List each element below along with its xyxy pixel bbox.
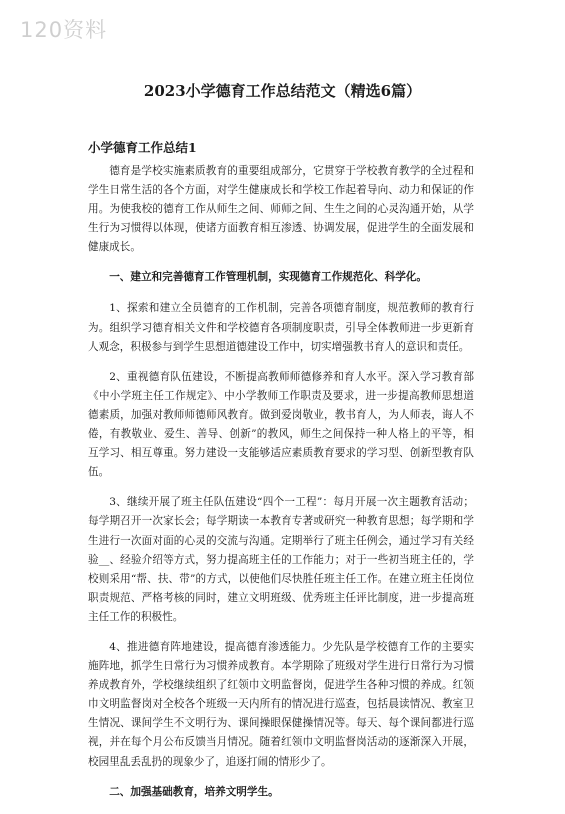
document-title: 2023小学德育工作总结范文（精选6篇） [143,82,422,100]
intro-paragraph: 德育是学校实施素质教育的重要组成部分，它贯穿于学校教育教学的全过程和学生日常生活的各个方面，对学生健康成长和学校工作起着导向、动力和保证的作用。为使我校的德育工作从师生之间、师师之间、生生之间的心灵沟通开始，从学生行为习惯得以体现，使诸方面教育相互渗透、协调发展，促进学生的全面发展和健康成长。 [88,165,474,254]
section-heading-1: 一、建立和完善德育工作管理机制，实现德育工作规范化、科学化。 [109,271,427,284]
document-body [88,162,474,814]
section-title: 小学德育工作总结1 [88,140,197,155]
body-paragraph-2: 2、重视德育队伍建设，不断提高教师师德修养和育人水平。深入学习教育部《中小学班主任工作规定》、中小学教师工作职责及要求，进一步提高教师思想道德素质，加强对教师师德师风教育。做到爱岗敬业，教书育人，为人师表，诲人不倦，有教敬业、爱生、善导、创新”的教风，师生之间保持一种人格上的平等，相互学习、相互尊重。努力建设一支能够适应素质教育要求的学习型、创新型教育队伍。 [88,370,474,479]
body-paragraph-4: 4、推进德育阵地建设，提高德育渗透能力。少先队是学校德育工作的主要实施阵地，抓学生日常行为习惯养成教育。本学期除了班级对学生进行日常行为习惯养成教育外，学校继续组织了红领巾文明监督岗，促进学生各种习惯的养成。红领巾文明监督岗对全校各个班级一天内所有的情况进行巡查，包括晨读情况、教室卫生情况、课间学生不文明行为、课间操眼保健操情况等。每天、每个课间都进行巡视，并在每个月公布反馈当月情况。随着红领巾文明监督岗活动的逐渐深入开展，校园里乱丢乱扔的现象少了，追逐打闹的情形少了。 [88,640,474,768]
watermark: 120资料 [20,18,108,42]
body-paragraph-3: 3、继续开展了班主任队伍建设“四个一工程”：每月开展一次主题教育活动；每学期召开一次家长会；每学期读一本教育专著或研究一种教育思想；每学期和学生进行一次面对面的心灵的交流与沟通。定期举行了班主任例会，通过学习有关经验__、经验介绍等方式，努力提高班主任的工作能力；对于一些初当班主任的，学校则采用“帮、扶、带”的方式，以使他们尽快胜任班主任工作。在建立班主任岗位职责规范、严格考核的同时，建立文明班级、优秀班主任评比制度，进一步提高班主任工作的积极性。 [88,496,474,623]
section-heading-2: 二、加强基础教育，培养文明学生。 [109,785,279,798]
body-paragraph-1: 1、探索和建立全员德育的工作机制，完善各项德育制度，规范教师的教育行为。组织学习德育相关文件和学校德育各项制度职责，引导全体教师进一步更新育人观念，积极参与到学生思想道德建设工作中，切实增强教书育人的意识和责任。 [88,302,474,353]
